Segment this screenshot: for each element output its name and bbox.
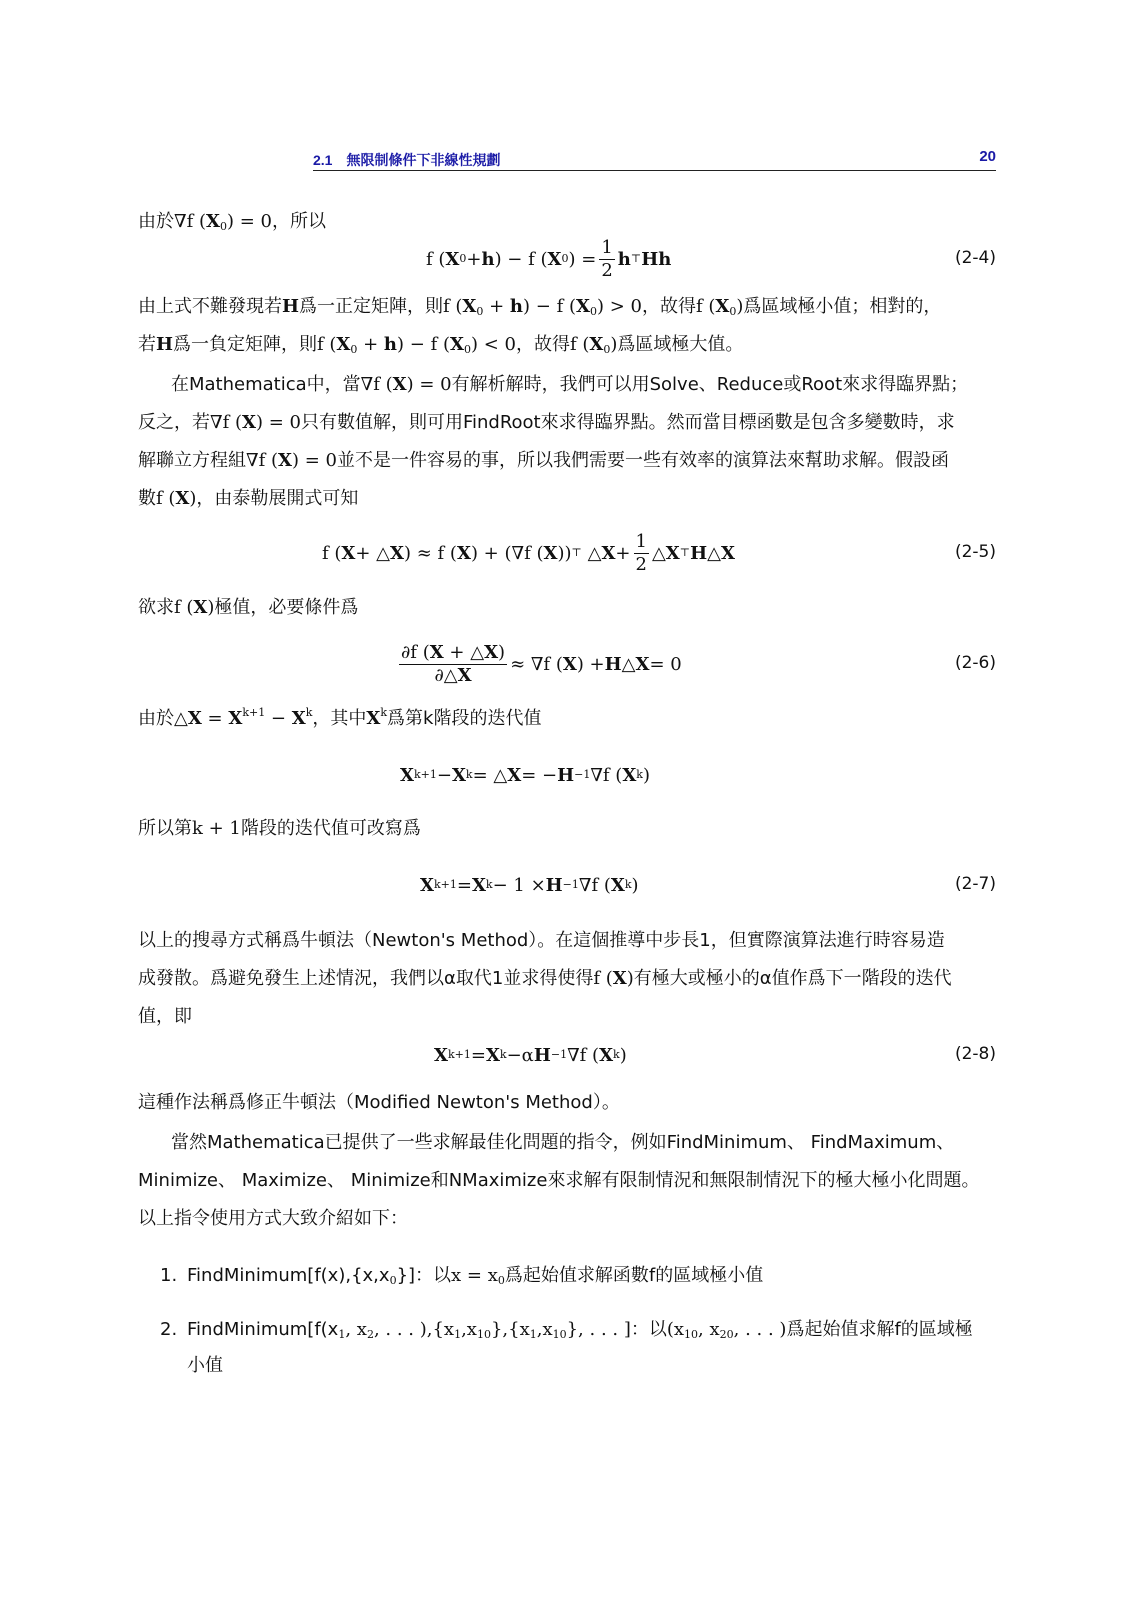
text-run: 以上指令使用方式大致介紹如下： [138, 1208, 408, 1229]
equation-unnumbered: X k+1 − X k = △ X = − H −1 ∇f ( X k ) [400, 764, 650, 786]
equation-2-5: f ( X + △ X ) ≈ f ( X ) + (∇f ( X )) ⊤ △ X + $\frac{1}{2}$ △ X ⊤ H △ X (2-5) [322, 530, 996, 575]
text-run: 爲起始值求解函數f的區域極小值 [504, 1265, 764, 1286]
section-heading [313, 150, 500, 170]
text-run: 爲區域極大值。 [617, 334, 744, 355]
text-run: 由於 [138, 708, 174, 729]
text-run: 爲一負定矩陣，則 [173, 334, 318, 355]
text-run: 階段的迭代值可改寫爲 [240, 818, 421, 839]
command-text: }] [396, 1265, 416, 1286]
text-run: ：以 [415, 1265, 452, 1286]
text-run: 有極大或極小的α值作爲下一階段的迭代 [633, 968, 952, 989]
text-run: 解聯立方程組 [138, 450, 246, 471]
equation-2-8: X k+1 = X k −α H −1 ∇f ( X k ) (2-8) [434, 1044, 996, 1066]
paragraph-mathematica: 在Mathematica中，當∇f (X) = 0有解析解時，我們可以用Solve、Reduce或Root來求得臨界點； 反之，若∇f (X) = 0只有數值解，則可用FindRoot來求得臨界點。然而當目標函數是包含多變數時，求 解聯立方程組∇f (X) = 0並不是一件容易的事，所以我們需要一些有效率的演算法來幫助求解。假設函 數f (X)，由泰勒展開式可知 [138, 374, 969, 509]
paragraph-intro: 由於∇f $(X_0) = 0$，所以 [138, 211, 326, 233]
paragraph-necessary-condition: 欲求f (X)極值，必要條件爲 [138, 597, 359, 618]
equation-2-4: f ( X 0 + h ) − f ( X 0 ) = $\frac{1}{2}$ h ⊤ Hh (2-4) [426, 236, 996, 281]
text-run: ，所以 [271, 211, 326, 232]
text-run: 只有數值解，則可用FindRoot來求得臨界點。然而當目標函數是包含多變數時，求 [300, 412, 955, 433]
list-number: 2. [160, 1319, 178, 1340]
text-run: ：以 [630, 1319, 667, 1340]
text-run: ，故得 [515, 334, 570, 355]
text-run: 這種作法稱爲修正牛頓法（Modified Newton's Method）。 [138, 1092, 620, 1113]
equation-number: (2-7) [954, 874, 996, 894]
text-run: 爲第k階段的迭代值 [387, 708, 542, 729]
text-run: ，其中 [312, 708, 367, 729]
text-run: ，故得 [641, 296, 696, 317]
text-run: 爲起始值求解f的區域極 [786, 1319, 973, 1340]
text-run: 欲求 [138, 597, 174, 618]
text-run: 有解析解時，我們可以用Solve、Reduce或Root來求得臨界點； [451, 374, 969, 395]
equation-number: (2-6) [954, 653, 996, 673]
text-run: Minimize、 Maximize、 Minimize和NMaximize來求解有限制情況和無限制情況下的極大極小化問題。 [138, 1170, 980, 1191]
list-number: 1. [160, 1265, 178, 1286]
text-run: ，由泰勒展開式可知 [196, 488, 359, 509]
text-run: 由上式不難發現若 [138, 296, 282, 317]
text-run: 爲區域極小值；相對的， [743, 296, 942, 317]
text-run: 爲一正定矩陣，則 [299, 296, 444, 317]
paragraph-iteration: 由於△X = $X^{k+1} - X^k$，其中$X^k$爲第k階段的迭代值 [138, 706, 542, 729]
paragraph-definiteness: 由上式不難發現若H爲一正定矩陣，則f $(X_0 + h) - f$ $(X_0) > 0$，故得f $(X_0)$爲區域極小值；相對的， 若H爲一負定矩陣，則f $(X_0 + h) - f$ $(X_0) < 0$，故得f $(X_0)$爲區域極大值。 [138, 296, 942, 356]
equation-number: (2-8) [954, 1044, 996, 1064]
equation-number: (2-5) [954, 542, 996, 562]
document-page: 2.1 無限制條件下非線性規劃 20 由於∇f $(X_0) = 0$，所以 f ( X 0 + h ) − f ( X 0 ) = $\frac{1}{2}$ h ⊤ Hh (2-4) 由上式不難發現若H爲一正定矩陣，則f $(X_0 + h) - f$ $(X_0) > 0$，故得f $(X_0)$爲區域極小值；相對的， 若H爲一負定矩陣，則f $(X_0 + h) - f$ $(X_0) < 0$，故得f $(X_0)$爲區域極大值。 在Mathematica中，當∇f (X) = 0有解析解時，我們可以用Solve、Reduce或Root來求得臨界點； 反之，若∇f (X) = 0只有數值解，則可用FindRoot來求得臨界點。然而當目標函數是包含多變數時，求 解聯立方程組∇f (X) = 0並不是一件容易的事，所以我們需要一些有效率的演算法來幫助求解。假設函 數f (X)，由泰勒展開式可知 f ( X + △ X ) ≈ f ( X ) + (∇f ( X )) ⊤ △ X + $\frac{1}{2}$ △ X ⊤ H △ X (2-5) 欲求f (X)極值，必要條件爲 $\frac{\partial f (X + \triangle X)}{\partial\triangle X}$ ≈ ∇f ( X ) + H △ X = 0 (2-6) 由於△X = $X^{k+1} - X^k$，其中$X^k$爲第k階段的迭代值 X k+1 − X k = △ X = − H −1 ∇f ( X k ) 所以第k + 1階段的迭代值可改寫爲 X k+1 = X k − 1 × H −1 ∇f ( X k ) (2-7) 以上的搜尋方式稱爲牛頓法（Newton's Method）。在這個推導中步長1，但實際演算法進行時容易造 成發散。爲避免發生上述情況，我們以α取代1並求得使得f (X)有極大或極小的α值作爲下一階段的迭代 值，即 X k+1 = X k −α H −1 ∇f ( X k ) (2-8) 這種作法稱爲修正牛頓法（Modified Newton's Method）。 當然Mathematica已提供了一些求解最佳化問題的指令，例如FindMinimum、 FindMaximum、 Minimize、 Maximize、 Minimize和NMaximize來求解有限制情況和無限制情況下的極大極小化問題。 以上指令使用方式大致介紹如下： 1. $FindMinimum[f(x),\{x,x_0\}]$：以$x = x_0$爲起始值求解函數f的區域極小值 2. $FindMinimum[f(x_1$, $x_2$, . . . )$,\{x_1,x_{10}\},\{x_1,x_{10}\}$, . . . ]：以($x_{10}$, $x_{20}$, . . . )爲起始值求解f的區域極 小值 [138, 148, 996, 1376]
equation-number: (2-4) [954, 248, 996, 268]
section-number: 2.1 [313, 152, 333, 168]
paragraph-rewrite: 所以第k + 1階段的迭代值可改寫爲 [138, 818, 421, 839]
page-number: 20 [979, 148, 996, 165]
command-text: FindMinimum[f(x [187, 1319, 339, 1340]
equation-2-7: X k+1 = X k − 1 × H −1 ∇f ( X k ) (2-7) [420, 874, 996, 896]
paragraph-commands-intro [138, 1124, 996, 1238]
text-run: 在Mathematica中，當 [171, 374, 361, 395]
command-text: FindMinimum[f(x),{x,x [187, 1265, 390, 1286]
paragraph-modified-newton [138, 1084, 996, 1122]
text-run: 成發散。爲避免發生上述情況，我們以α取代1並求得使得 [138, 968, 594, 989]
text-run: 小值 [187, 1355, 223, 1376]
text-run: 所以第 [138, 818, 192, 839]
running-header [313, 148, 996, 171]
section-title: 無限制條件下非線性規劃 [346, 152, 501, 168]
text-run: 數 [138, 488, 156, 509]
text-run: 值，即 [138, 1006, 192, 1027]
text-run: 由於 [138, 211, 174, 232]
text-run: 若 [138, 334, 156, 355]
text-run: 並不是一件容易的事，所以我們需要一些有效率的演算法來幫助求解。假設函 [336, 450, 949, 471]
paragraph-newton-method: 以上的搜尋方式稱爲牛頓法（Newton's Method）。在這個推導中步長1，但實際演算法進行時容易造 成發散。爲避免發生上述情況，我們以α取代1並求得使得f (X)有極大或極小的α值作爲下一階段的迭代 值，即 [138, 930, 952, 1027]
text-run: 以上的搜尋方式稱爲牛頓法（Newton's Method）。在這個推導中步長1，但實際演算法進行時容易造 [138, 930, 945, 951]
text-run: 極值，必要條件爲 [214, 597, 359, 618]
equation-2-6: $\frac{\partial f (X + \triangle X)}{\partial\triangle X}$ ≈ ∇f ( X ) + H △ X = 0 (2-6) [401, 641, 996, 686]
text-run: 當然Mathematica已提供了一些求解最佳化問題的指令，例如FindMinimum、 FindMaximum、 [171, 1132, 955, 1153]
text-run: 反之，若 [138, 412, 210, 433]
